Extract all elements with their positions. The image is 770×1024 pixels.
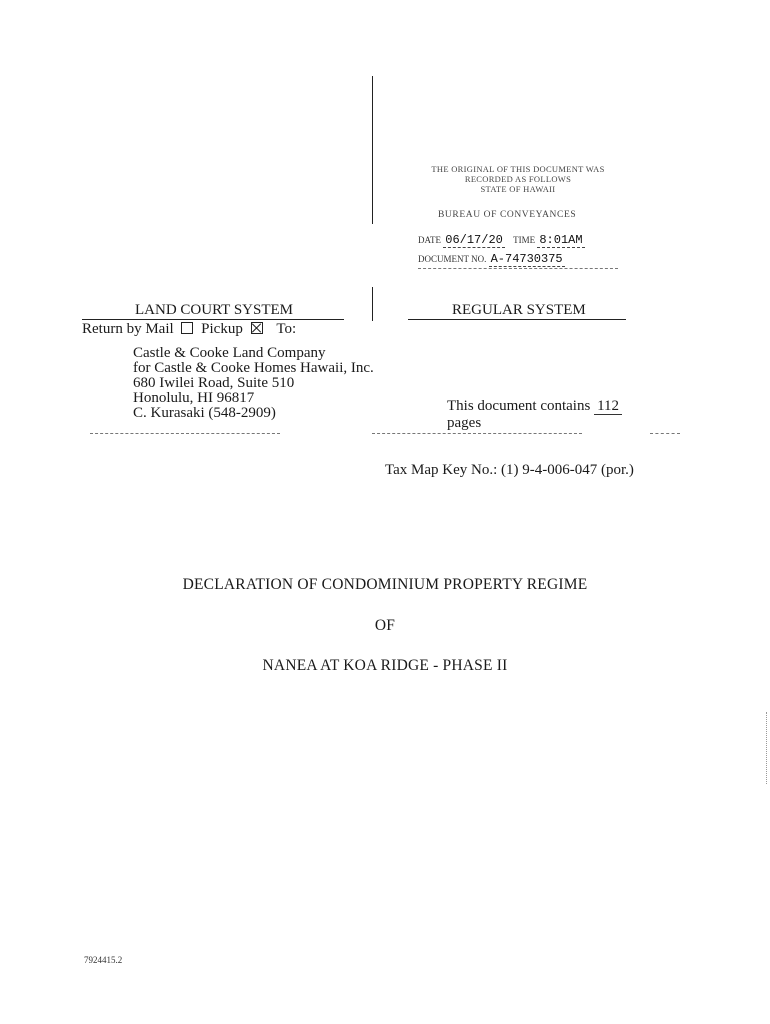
tax-map-key: Tax Map Key No.: (1) 9-4-006-047 (por.) xyxy=(385,462,634,478)
regular-system-underline xyxy=(408,319,626,320)
declaration-title-line-1: DECLARATION OF CONDOMINIUM PROPERTY REGIME xyxy=(182,576,588,593)
address-line-3: 680 Iwilei Road, Suite 510 xyxy=(133,375,295,391)
land-court-underline xyxy=(82,319,344,320)
address-line-1: Castle & Cooke Land Company xyxy=(133,345,326,361)
system-vertical-divider xyxy=(372,287,373,321)
page-count-number: 112 xyxy=(594,398,622,415)
return-address xyxy=(133,346,374,421)
to-label: To: xyxy=(276,321,297,337)
address-line-5: C. Kurasaki (548-2909) xyxy=(133,405,276,421)
stamp-time-label: TIME xyxy=(513,235,536,245)
top-vertical-divider xyxy=(372,76,373,224)
stamp-header-line-2: RECORDED AS FOLLOWS xyxy=(464,174,572,184)
mail-checkbox[interactable] xyxy=(181,322,193,334)
return-by-mail-label: Return by Mail xyxy=(82,321,174,337)
page-count-line xyxy=(447,398,622,415)
stamp-date-label: DATE xyxy=(418,235,441,245)
page-count-suffix: pages xyxy=(447,415,482,431)
stamp-document-row xyxy=(418,252,565,266)
address-line-2: for Castle & Cooke Homes Hawaii, Inc. xyxy=(133,360,374,376)
land-court-system-heading: LAND COURT SYSTEM xyxy=(135,302,294,318)
pickup-checkbox[interactable] xyxy=(251,322,263,334)
stamp-header-line-3: STATE OF HAWAII xyxy=(480,184,556,194)
address-dashed-separator xyxy=(90,433,280,434)
return-line xyxy=(82,321,296,338)
pickup-label: Pickup xyxy=(201,321,243,337)
recording-stamp xyxy=(418,164,618,194)
stamp-doc-label: DOCUMENT NO. xyxy=(418,254,487,264)
declaration-title-line-3: NANEA AT KOA RIDGE - PHASE II xyxy=(262,657,508,674)
stamp-date-value: 06/17/20 xyxy=(445,233,503,247)
stamp-date-row xyxy=(418,233,585,247)
stamp-bureau: BUREAU OF CONVEYANCES xyxy=(438,210,577,220)
regular-system-heading: REGULAR SYSTEM xyxy=(452,302,586,318)
middle-dashed-separator xyxy=(372,433,582,434)
stamp-doc-value: A-74730375 xyxy=(490,252,563,266)
stamp-header-line-1: THE ORIGINAL OF THIS DOCUMENT WAS xyxy=(431,164,605,174)
declaration-title-line-2: OF xyxy=(374,617,396,634)
footer-document-id: 7924415.2 xyxy=(84,955,123,965)
scan-edge-marks xyxy=(766,712,768,784)
address-line-4: Honolulu, HI 96817 xyxy=(133,390,255,406)
page-count-prefix: This document contains xyxy=(447,398,591,414)
stamp-time-value: 8:01AM xyxy=(539,233,583,247)
right-dashed-separator xyxy=(650,433,680,434)
stamp-underline xyxy=(418,268,618,269)
